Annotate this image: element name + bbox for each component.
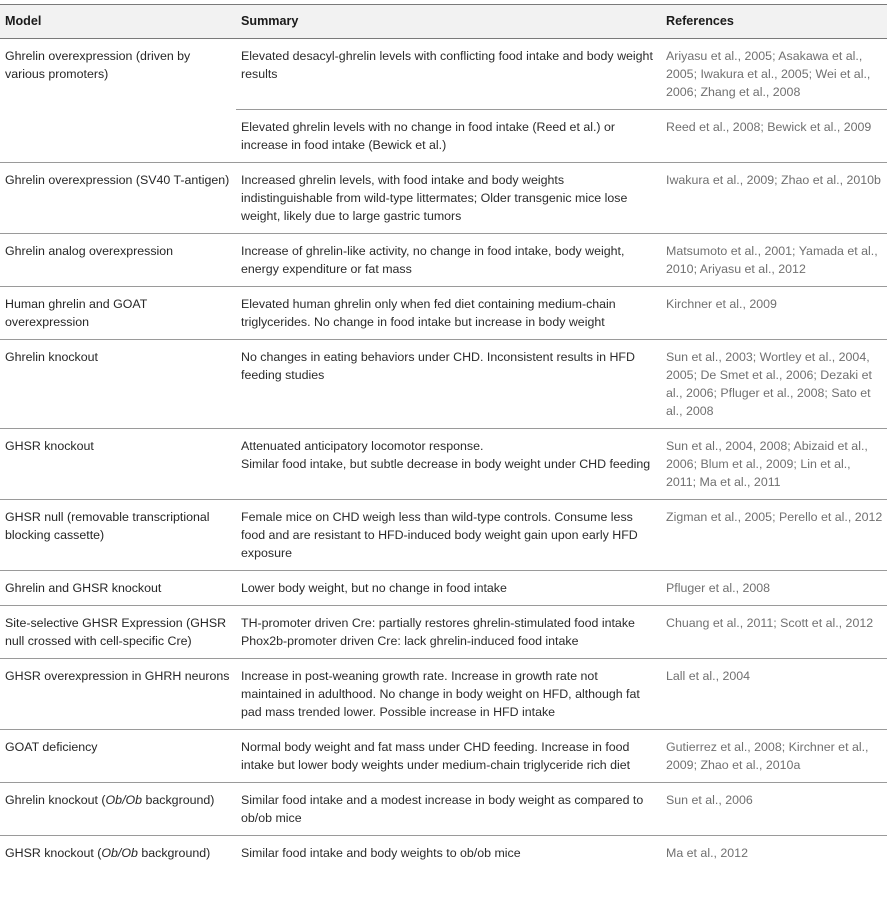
references-cell: Sun et al., 2003; Wortley et al., 2004, 2005; De Smet et al., 2006; Dezaki et al., 2006; Pfluger et al., 2008; Sato et al., 2008 (661, 340, 887, 429)
summary-cell: Normal body weight and fat mass under CHD feeding. Increase in food intake but lower body weights under medium-chain triglyceride rich diet (236, 730, 661, 783)
summary-cell: Similar food intake and body weights to ob/ob mice (241, 846, 521, 860)
model-text-italic: Ob/Ob (105, 793, 143, 807)
references-cell: Kirchner et al., 2009 (661, 287, 887, 340)
table-row (0, 730, 887, 783)
references-cell: Sun et al., 2004, 2008; Abizaid et al., 2006; Blum et al., 2009; Lin et al., 2011; Ma et al., 2011 (661, 429, 887, 500)
mouse-models-table (0, 4, 887, 870)
summary-cell: No changes in eating behaviors under CHD. Inconsistent results in HFD feeding studies (236, 340, 661, 429)
model-cell: Human ghrelin and GOAT overexpression (0, 287, 236, 340)
model-cell (0, 110, 236, 163)
model-cell: Ghrelin analog overexpression (0, 234, 236, 287)
summary-cell: Female mice on CHD weigh less than wild-type controls. Consume less food and are resistant to HFD-induced body weight gain upon early HFD exposure (236, 500, 661, 571)
summary-cell: Increase of ghrelin-like activity, no change in food intake, body weight, energy expenditure or fat mass (236, 234, 661, 287)
table-row (0, 836, 887, 871)
model-text: background) (137, 846, 211, 860)
references-cell: Pfluger et al., 2008 (661, 571, 887, 606)
model-cell: GHSR null (removable transcriptional blocking cassette) (0, 500, 236, 571)
summary-cell: Similar food intake and a modest increase in body weight as compared to ob/ob mice (236, 783, 661, 836)
table-row (0, 163, 887, 234)
table-row (0, 571, 887, 606)
references-cell: Lall et al., 2004 (661, 659, 887, 730)
references-cell: Reed et al., 2008; Bewick et al., 2009 (661, 110, 887, 163)
table-row (0, 429, 887, 500)
model-cell: Ghrelin overexpression (driven by various promoters) (5, 49, 191, 81)
model-cell: GOAT deficiency (0, 730, 236, 783)
table-row (0, 39, 887, 110)
summary-cell: Elevated desacyl-ghrelin levels with conflicting food intake and body weight results (236, 39, 661, 110)
table-row (0, 287, 887, 340)
summary-cell (236, 429, 661, 500)
references-cell: Matsumoto et al., 2001; Yamada et al., 2010; Ariyasu et al., 2012 (661, 234, 887, 287)
model-cell: Ghrelin knockout (0, 340, 236, 429)
references-cell: Gutierrez et al., 2008; Kirchner et al., 2009; Zhao et al., 2010a (661, 730, 887, 783)
header-model: Model (0, 5, 236, 39)
references-cell: Ma et al., 2012 (666, 846, 748, 860)
table-row (0, 783, 887, 836)
table-row (0, 234, 887, 287)
references-cell: Iwakura et al., 2009; Zhao et al., 2010b (661, 163, 887, 234)
references-cell: Zigman et al., 2005; Perello et al., 2012 (661, 500, 887, 571)
table-row (0, 606, 887, 659)
table-row (0, 659, 887, 730)
model-cell: GHSR knockout (0, 429, 236, 500)
model-cell: GHSR overexpression in GHRH neurons (0, 659, 236, 730)
summary-cell: TH-promoter driven Cre: partially restores ghrelin-stimulated food intake Phox2b-promoter driven Cre: lack ghrelin-induced food intake (236, 606, 661, 659)
model-text: Ghrelin knockout ( (5, 793, 106, 807)
model-cell (0, 783, 236, 836)
summary-cell: Increase in post-weaning growth rate. Increase in growth rate not maintained in adulthood. No change in body weight on HFD, although fat pad mass trended lower. Possible increase in HFD intake (236, 659, 661, 730)
table-row (0, 500, 887, 571)
summary-cell: Elevated human ghrelin only when fed diet containing medium-chain triglycerides. No change in food intake but increase in body weight (236, 287, 661, 340)
model-cell: Ghrelin and GHSR knockout (0, 571, 236, 606)
table-row (0, 340, 887, 429)
model-cell (0, 836, 236, 871)
header-summary: Summary (236, 5, 661, 39)
model-text: background) (142, 793, 215, 807)
model-text-italic: Ob/Ob (101, 846, 138, 860)
references-cell: Chuang et al., 2011; Scott et al., 2012 (661, 606, 887, 659)
model-cell: Site-selective GHSR Expression (GHSR null crossed with cell-specific Cre) (0, 606, 236, 659)
summary-line: Similar food intake, but subtle decrease in body weight under CHD feeding (241, 457, 651, 471)
summary-cell: Lower body weight, but no change in food intake (236, 571, 661, 606)
references-cell: Sun et al., 2006 (661, 783, 887, 836)
model-text: GHSR knockout ( (5, 846, 102, 860)
header-references: References (661, 5, 887, 39)
model-cell: Ghrelin overexpression (SV40 T-antigen) (0, 163, 236, 234)
summary-cell: Increased ghrelin levels, with food intake and body weights indistinguishable from wild-type littermates; Older transgenic mice lose weight, likely due to large gastric tumors (236, 163, 661, 234)
table-row (0, 110, 887, 163)
summary-cell: Elevated ghrelin levels with no change in food intake (Reed et al.) or increase in food intake (Bewick et al.) (236, 110, 661, 163)
references-cell: Ariyasu et al., 2005; Asakawa et al., 2005; Iwakura et al., 2005; Wei et al., 2006; Zhang et al., 2008 (661, 39, 887, 110)
header-row (0, 5, 887, 39)
summary-line: Attenuated anticipatory locomotor response. (241, 439, 484, 453)
